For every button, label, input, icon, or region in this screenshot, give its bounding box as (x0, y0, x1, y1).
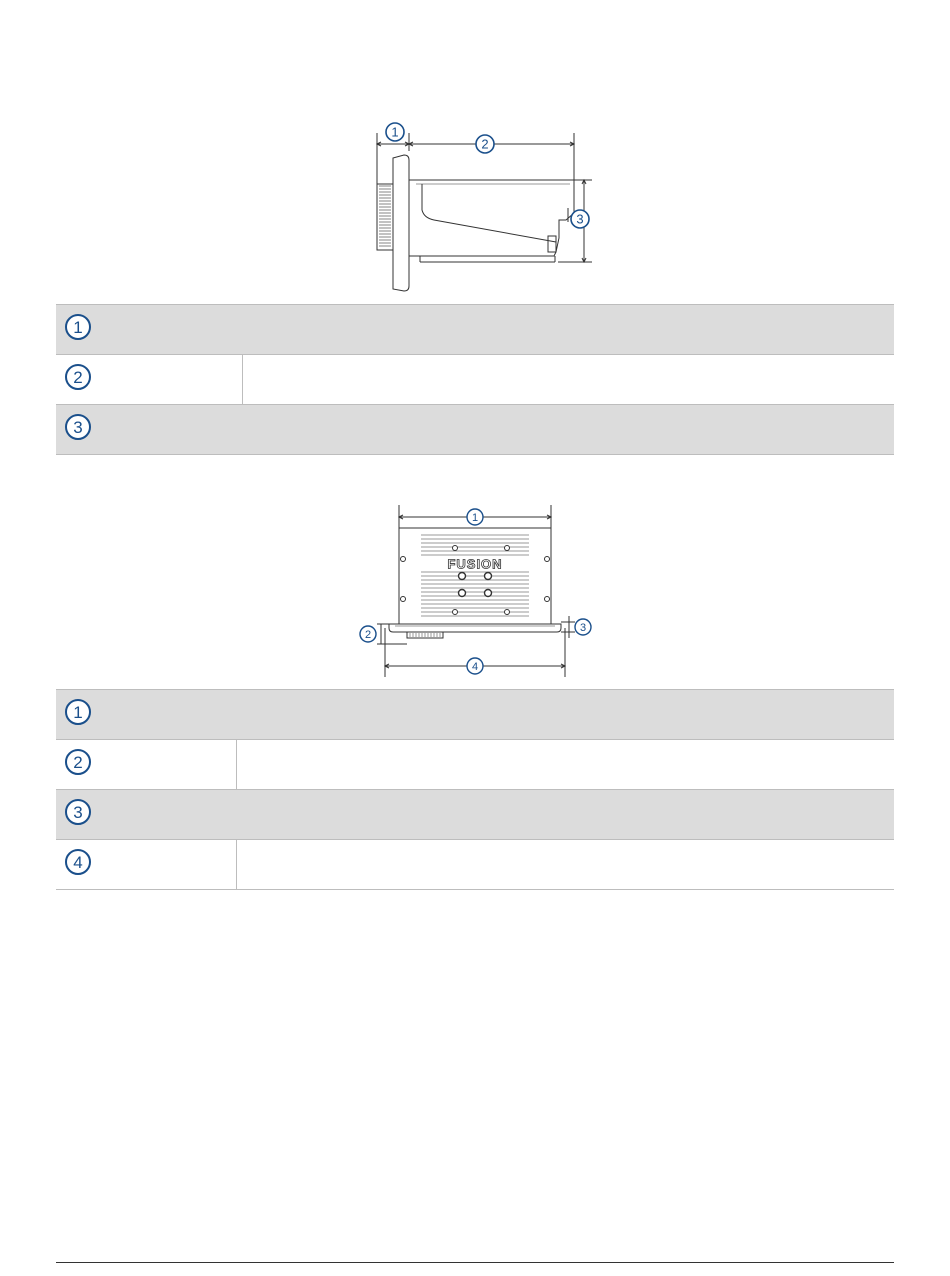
callout-number: 3 (73, 803, 83, 822)
legend-row (56, 740, 894, 790)
rear-view-legend-table (56, 689, 894, 890)
callout-3 (575, 619, 591, 635)
callout-3-number: 3 (576, 211, 584, 227)
footer-rule (56, 1262, 894, 1263)
housing-contour (422, 184, 556, 242)
callout-2-number: 2 (481, 136, 489, 152)
callout-number: 1 (73, 318, 83, 337)
callout-badge-3 (64, 413, 92, 441)
callout-3-number: 3 (579, 622, 587, 634)
legend-cell-callout (56, 405, 894, 455)
side-view-svg (360, 118, 600, 298)
rear-view-svg (355, 502, 595, 682)
legend-row (56, 690, 894, 740)
callout-number: 2 (73, 753, 83, 772)
callout-number: 4 (73, 853, 83, 872)
rear-view-drawing (355, 502, 595, 682)
legend-row (56, 355, 894, 405)
front-bezel-bottom (389, 624, 561, 632)
callout-number: 2 (73, 368, 83, 387)
legend-cell-callout (56, 355, 242, 405)
fusion-logo: FUSION (447, 556, 503, 572)
vent-grille (421, 535, 529, 616)
callout-badge-1 (64, 698, 92, 726)
callout-number: 3 (73, 418, 83, 437)
callout-1 (467, 509, 483, 525)
callout-number: 1 (73, 703, 83, 722)
side-view-drawing (360, 118, 600, 298)
legend-cell-value (242, 355, 894, 405)
legend-cell-callout (56, 790, 894, 840)
callout-2 (360, 626, 376, 642)
callout-2 (476, 135, 494, 153)
legend-cell-callout (56, 305, 894, 355)
callout-badge-1 (64, 313, 92, 341)
side-view-legend-table (56, 304, 894, 455)
callout-badge-2 (64, 363, 92, 391)
legend-row (56, 840, 894, 890)
legend-cell-value (236, 740, 894, 790)
callout-1-number: 1 (391, 124, 399, 140)
callout-4-number: 4 (471, 661, 479, 673)
front-bezel (393, 155, 409, 291)
legend-cell-callout (56, 840, 236, 890)
connector-stub (548, 236, 556, 252)
callout-4 (467, 658, 483, 674)
legend-row (56, 305, 894, 355)
callout-1-number: 1 (471, 512, 479, 524)
callout-badge-3 (64, 798, 92, 826)
legend-cell-callout (56, 740, 236, 790)
legend-row (56, 790, 894, 840)
callout-1 (386, 123, 404, 141)
legend-row (56, 405, 894, 455)
callout-2-number: 2 (364, 629, 372, 641)
legend-cell-callout (56, 690, 894, 740)
callout-3 (571, 210, 589, 228)
callout-badge-4 (64, 848, 92, 876)
callout-badge-2 (64, 748, 92, 776)
housing-body (409, 180, 574, 256)
legend-cell-value (236, 840, 894, 890)
